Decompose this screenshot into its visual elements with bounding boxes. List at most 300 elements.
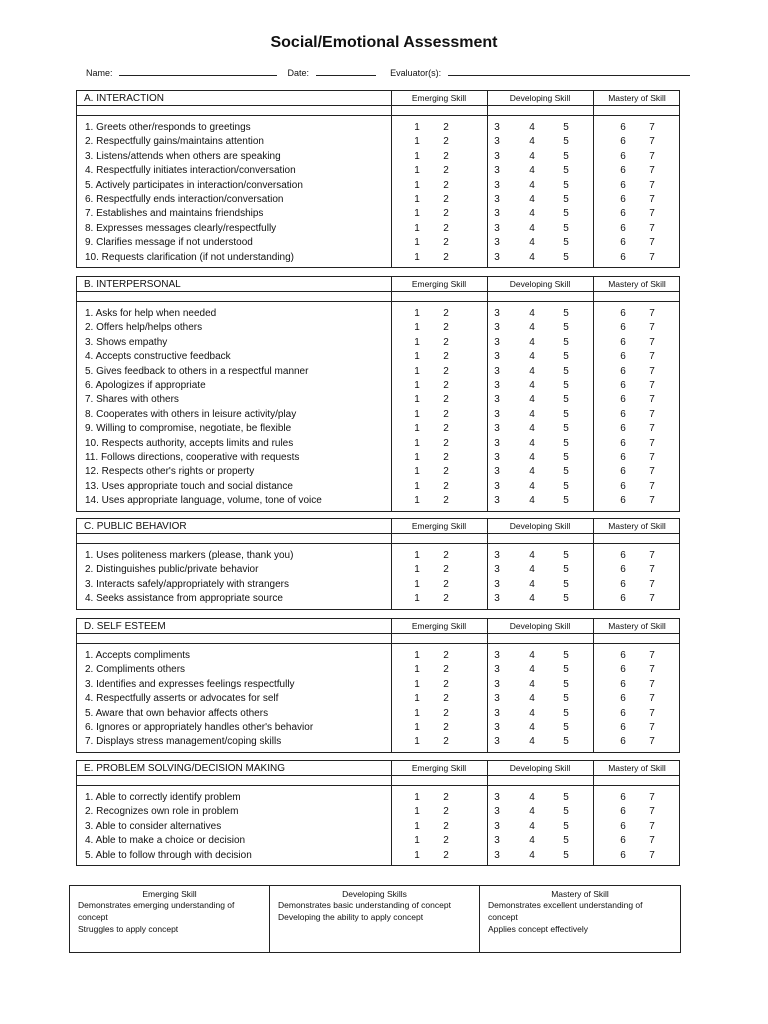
rating-option-7[interactable]: 7 [649, 564, 655, 576]
rating-option-3[interactable]: 3 [494, 179, 500, 191]
rating-option-2[interactable]: 2 [443, 423, 449, 435]
rating-option-6[interactable]: 6 [620, 237, 626, 249]
rating-option-2[interactable]: 2 [443, 721, 449, 733]
rating-option-1[interactable]: 1 [414, 408, 420, 420]
rating-option-6[interactable]: 6 [620, 466, 626, 478]
rating-option-3[interactable]: 3 [494, 721, 500, 733]
rating-option-5[interactable]: 5 [563, 806, 569, 818]
rating-option-1[interactable]: 1 [414, 806, 420, 818]
rating-option-2[interactable]: 2 [443, 792, 449, 803]
rating-option-5[interactable]: 5 [563, 408, 569, 420]
rating-option-2[interactable]: 2 [443, 322, 449, 334]
rating-option-5[interactable]: 5 [563, 564, 569, 576]
rating-option-3[interactable]: 3 [494, 593, 500, 605]
rating-option-4[interactable]: 4 [529, 150, 535, 162]
rating-option-1[interactable]: 1 [414, 820, 420, 832]
rating-option-1[interactable]: 1 [414, 394, 420, 406]
rating-option-6[interactable]: 6 [620, 423, 626, 435]
rating-option-7[interactable]: 7 [649, 408, 655, 420]
rating-option-2[interactable]: 2 [443, 122, 449, 133]
rating-option-1[interactable]: 1 [414, 379, 420, 391]
rating-option-1[interactable]: 1 [414, 466, 420, 478]
rating-option-1[interactable]: 1 [414, 150, 420, 162]
rating-option-6[interactable]: 6 [620, 365, 626, 377]
rating-option-7[interactable]: 7 [649, 820, 655, 832]
rating-option-2[interactable]: 2 [443, 379, 449, 391]
rating-option-3[interactable]: 3 [494, 693, 500, 705]
rating-option-3[interactable]: 3 [494, 351, 500, 363]
rating-option-3[interactable]: 3 [494, 322, 500, 334]
rating-option-4[interactable]: 4 [529, 322, 535, 334]
rating-option-5[interactable]: 5 [563, 792, 569, 803]
rating-option-7[interactable]: 7 [649, 336, 655, 348]
rating-option-7[interactable]: 7 [649, 495, 655, 507]
column-header-mastery: Mastery of Skill [608, 93, 666, 103]
rating-option-5[interactable]: 5 [563, 707, 569, 719]
rating-option-3[interactable]: 3 [494, 849, 500, 861]
skill-row [77, 393, 679, 407]
rating-option-1[interactable]: 1 [414, 564, 420, 576]
rating-option-7[interactable]: 7 [649, 466, 655, 478]
rating-option-7[interactable]: 7 [649, 208, 655, 220]
rating-option-1[interactable]: 1 [414, 136, 420, 148]
rating-option-1[interactable]: 1 [414, 251, 420, 263]
rating-option-3[interactable]: 3 [494, 165, 500, 177]
rating-option-4[interactable]: 4 [529, 136, 535, 148]
rating-option-6[interactable]: 6 [620, 193, 626, 205]
rating-option-5[interactable]: 5 [563, 721, 569, 733]
rating-option-4[interactable]: 4 [529, 336, 535, 348]
rating-option-5[interactable]: 5 [563, 394, 569, 406]
rating-option-2[interactable]: 2 [443, 707, 449, 719]
rating-option-1[interactable]: 1 [414, 237, 420, 249]
skill-row [77, 791, 679, 805]
rating-option-7[interactable]: 7 [649, 437, 655, 449]
rating-option-6[interactable]: 6 [620, 806, 626, 818]
rating-option-5[interactable]: 5 [563, 308, 569, 319]
rating-option-5[interactable]: 5 [563, 379, 569, 391]
rating-option-6[interactable]: 6 [620, 179, 626, 191]
rating-option-2[interactable]: 2 [443, 593, 449, 605]
skill-label: 2. Distinguishes public/private behavior [85, 564, 259, 576]
skill-label: 1. Asks for help when needed [85, 308, 217, 319]
rating-option-7[interactable]: 7 [649, 550, 655, 561]
rating-option-2[interactable]: 2 [443, 165, 449, 177]
rating-option-5[interactable]: 5 [563, 136, 569, 148]
rating-option-5[interactable]: 5 [563, 122, 569, 133]
rating-option-2[interactable]: 2 [443, 466, 449, 478]
skill-label: 8. Expresses messages clearly/respectfully [85, 222, 277, 234]
rating-option-2[interactable]: 2 [443, 136, 449, 148]
rating-option-6[interactable]: 6 [620, 394, 626, 406]
rating-option-5[interactable]: 5 [563, 322, 569, 334]
rating-option-6[interactable]: 6 [620, 208, 626, 220]
rating-option-3[interactable]: 3 [494, 408, 500, 420]
rating-option-6[interactable]: 6 [620, 693, 626, 705]
rating-option-4[interactable]: 4 [529, 593, 535, 605]
rating-option-6[interactable]: 6 [620, 792, 626, 803]
rating-option-4[interactable]: 4 [529, 165, 535, 177]
rating-option-1[interactable]: 1 [414, 480, 420, 492]
rating-option-1[interactable]: 1 [414, 849, 420, 861]
rating-option-4[interactable]: 4 [529, 792, 535, 803]
rating-option-6[interactable]: 6 [620, 721, 626, 733]
rating-option-6[interactable]: 6 [620, 308, 626, 319]
rating-option-2[interactable]: 2 [443, 495, 449, 507]
rating-option-1[interactable]: 1 [414, 550, 420, 561]
rating-option-1[interactable]: 1 [414, 351, 420, 363]
rating-option-5[interactable]: 5 [563, 437, 569, 449]
rating-option-1[interactable]: 1 [414, 593, 420, 605]
rating-option-2[interactable]: 2 [443, 237, 449, 249]
rating-option-3[interactable]: 3 [494, 136, 500, 148]
rating-option-5[interactable]: 5 [563, 451, 569, 463]
rating-option-5[interactable]: 5 [563, 237, 569, 249]
rating-option-6[interactable]: 6 [620, 678, 626, 690]
rating-option-7[interactable]: 7 [649, 693, 655, 705]
rating-option-5[interactable]: 5 [563, 466, 569, 478]
rating-option-3[interactable]: 3 [494, 251, 500, 263]
rating-option-6[interactable]: 6 [620, 165, 626, 177]
rating-option-5[interactable]: 5 [563, 849, 569, 861]
rating-option-1[interactable]: 1 [414, 693, 420, 705]
rating-option-6[interactable]: 6 [620, 707, 626, 719]
rating-option-1[interactable]: 1 [414, 495, 420, 507]
rating-option-3[interactable]: 3 [494, 466, 500, 478]
rating-option-6[interactable]: 6 [620, 322, 626, 334]
rating-option-4[interactable]: 4 [529, 650, 535, 661]
rating-option-2[interactable]: 2 [443, 678, 449, 690]
rating-option-6[interactable]: 6 [620, 664, 626, 676]
rating-option-2[interactable]: 2 [443, 664, 449, 676]
rating-option-6[interactable]: 6 [620, 820, 626, 832]
rating-option-3[interactable]: 3 [494, 480, 500, 492]
rating-option-4[interactable]: 4 [529, 179, 535, 191]
rating-option-4[interactable]: 4 [529, 664, 535, 676]
section-table [76, 90, 680, 268]
rating-option-2[interactable]: 2 [443, 408, 449, 420]
rating-option-7[interactable]: 7 [649, 423, 655, 435]
rating-option-1[interactable]: 1 [414, 336, 420, 348]
evaluator-field[interactable] [448, 66, 690, 76]
rating-option-7[interactable]: 7 [649, 179, 655, 191]
rating-option-4[interactable]: 4 [529, 578, 535, 590]
rating-option-6[interactable]: 6 [620, 480, 626, 492]
rating-option-5[interactable]: 5 [563, 365, 569, 377]
rating-option-7[interactable]: 7 [649, 664, 655, 676]
rating-option-2[interactable]: 2 [443, 193, 449, 205]
rating-option-5[interactable]: 5 [563, 664, 569, 676]
rating-option-2[interactable]: 2 [443, 308, 449, 319]
rating-option-1[interactable]: 1 [414, 721, 420, 733]
date-field[interactable] [316, 66, 376, 76]
rating-option-6[interactable]: 6 [620, 437, 626, 449]
rating-option-7[interactable]: 7 [649, 150, 655, 162]
rating-option-6[interactable]: 6 [620, 578, 626, 590]
rating-option-3[interactable]: 3 [494, 678, 500, 690]
rating-option-2[interactable]: 2 [443, 179, 449, 191]
rating-option-3[interactable]: 3 [494, 336, 500, 348]
rating-option-4[interactable]: 4 [529, 835, 535, 847]
rating-option-2[interactable]: 2 [443, 650, 449, 661]
rating-option-7[interactable]: 7 [649, 578, 655, 590]
rating-option-1[interactable]: 1 [414, 193, 420, 205]
rating-option-5[interactable]: 5 [563, 693, 569, 705]
rating-option-1[interactable]: 1 [414, 222, 420, 234]
rating-option-4[interactable]: 4 [529, 707, 535, 719]
rating-option-5[interactable]: 5 [563, 550, 569, 561]
rating-option-3[interactable]: 3 [494, 650, 500, 661]
rating-option-3[interactable]: 3 [494, 122, 500, 133]
skill-row [77, 164, 679, 178]
rating-option-3[interactable]: 3 [494, 437, 500, 449]
rating-option-5[interactable]: 5 [563, 336, 569, 348]
rating-option-5[interactable]: 5 [563, 193, 569, 205]
rating-option-5[interactable]: 5 [563, 736, 569, 748]
rating-option-4[interactable]: 4 [529, 379, 535, 391]
rating-option-6[interactable]: 6 [620, 593, 626, 605]
rating-option-3[interactable]: 3 [494, 237, 500, 249]
rating-option-7[interactable]: 7 [649, 736, 655, 748]
rating-option-6[interactable]: 6 [620, 150, 626, 162]
rating-option-2[interactable]: 2 [443, 835, 449, 847]
rating-option-6[interactable]: 6 [620, 451, 626, 463]
rating-option-3[interactable]: 3 [494, 394, 500, 406]
rating-option-4[interactable]: 4 [529, 437, 535, 449]
rating-option-7[interactable]: 7 [649, 365, 655, 377]
rating-option-4[interactable]: 4 [529, 466, 535, 478]
rating-option-2[interactable]: 2 [443, 150, 449, 162]
rating-option-7[interactable]: 7 [649, 849, 655, 861]
rating-option-5[interactable]: 5 [563, 820, 569, 832]
rating-option-6[interactable]: 6 [620, 251, 626, 263]
rating-option-1[interactable]: 1 [414, 736, 420, 748]
rating-option-4[interactable]: 4 [529, 721, 535, 733]
rating-option-5[interactable]: 5 [563, 678, 569, 690]
rating-option-7[interactable]: 7 [649, 379, 655, 391]
rating-option-4[interactable]: 4 [529, 351, 535, 363]
rating-option-7[interactable]: 7 [649, 308, 655, 319]
rating-option-2[interactable]: 2 [443, 394, 449, 406]
rating-option-4[interactable]: 4 [529, 849, 535, 861]
rating-option-6[interactable]: 6 [620, 222, 626, 234]
rating-option-1[interactable]: 1 [414, 322, 420, 334]
rating-option-3[interactable]: 3 [494, 150, 500, 162]
rating-option-6[interactable]: 6 [620, 550, 626, 561]
rating-option-3[interactable]: 3 [494, 835, 500, 847]
rating-option-4[interactable]: 4 [529, 208, 535, 220]
rating-option-6[interactable]: 6 [620, 136, 626, 148]
rating-option-4[interactable]: 4 [529, 122, 535, 133]
rating-option-4[interactable]: 4 [529, 251, 535, 263]
skill-row [77, 179, 679, 193]
rating-option-7[interactable]: 7 [649, 792, 655, 803]
rating-option-5[interactable]: 5 [563, 593, 569, 605]
rating-option-3[interactable]: 3 [494, 208, 500, 220]
rating-option-1[interactable]: 1 [414, 179, 420, 191]
rating-option-7[interactable]: 7 [649, 835, 655, 847]
rating-option-6[interactable]: 6 [620, 835, 626, 847]
rating-option-5[interactable]: 5 [563, 495, 569, 507]
rating-option-5[interactable]: 5 [563, 480, 569, 492]
section-title: E. PROBLEM SOLVING/DECISION MAKING [84, 763, 285, 774]
rating-option-5[interactable]: 5 [563, 179, 569, 191]
rating-option-5[interactable]: 5 [563, 222, 569, 234]
column-header-mastery: Mastery of Skill [608, 279, 666, 289]
rating-option-3[interactable]: 3 [494, 308, 500, 319]
rating-option-1[interactable]: 1 [414, 122, 420, 133]
name-field[interactable] [119, 66, 277, 76]
rating-option-3[interactable]: 3 [494, 806, 500, 818]
rating-option-2[interactable]: 2 [443, 820, 449, 832]
rating-option-2[interactable]: 2 [443, 351, 449, 363]
rating-option-3[interactable]: 3 [494, 736, 500, 748]
rating-option-5[interactable]: 5 [563, 423, 569, 435]
rating-option-4[interactable]: 4 [529, 736, 535, 748]
rating-option-2[interactable]: 2 [443, 693, 449, 705]
rating-option-1[interactable]: 1 [414, 678, 420, 690]
rating-option-4[interactable]: 4 [529, 193, 535, 205]
rating-option-4[interactable]: 4 [529, 394, 535, 406]
rating-option-1[interactable]: 1 [414, 165, 420, 177]
rating-option-2[interactable]: 2 [443, 480, 449, 492]
rating-option-6[interactable]: 6 [620, 351, 626, 363]
rating-option-4[interactable]: 4 [529, 222, 535, 234]
rating-option-3[interactable]: 3 [494, 423, 500, 435]
rating-option-2[interactable]: 2 [443, 365, 449, 377]
rating-option-6[interactable]: 6 [620, 336, 626, 348]
rating-option-3[interactable]: 3 [494, 550, 500, 561]
rating-option-7[interactable]: 7 [649, 678, 655, 690]
rating-option-2[interactable]: 2 [443, 806, 449, 818]
rating-option-4[interactable]: 4 [529, 806, 535, 818]
rating-option-5[interactable]: 5 [563, 351, 569, 363]
rating-option-2[interactable]: 2 [443, 222, 449, 234]
rating-option-1[interactable]: 1 [414, 707, 420, 719]
rating-option-4[interactable]: 4 [529, 550, 535, 561]
section-spacer-row [77, 534, 679, 544]
rating-option-2[interactable]: 2 [443, 564, 449, 576]
rating-option-4[interactable]: 4 [529, 423, 535, 435]
rating-option-4[interactable]: 4 [529, 365, 535, 377]
rating-option-6[interactable]: 6 [620, 650, 626, 661]
skill-row [77, 692, 679, 706]
rating-option-1[interactable]: 1 [414, 835, 420, 847]
rating-option-3[interactable]: 3 [494, 707, 500, 719]
rating-option-6[interactable]: 6 [620, 849, 626, 861]
rating-option-3[interactable]: 3 [494, 451, 500, 463]
rating-option-1[interactable]: 1 [414, 650, 420, 661]
rating-option-7[interactable]: 7 [649, 237, 655, 249]
rating-option-6[interactable]: 6 [620, 122, 626, 133]
rating-option-2[interactable]: 2 [443, 736, 449, 748]
rating-option-7[interactable]: 7 [649, 451, 655, 463]
rating-option-2[interactable]: 2 [443, 251, 449, 263]
rating-option-5[interactable]: 5 [563, 165, 569, 177]
rating-option-3[interactable]: 3 [494, 792, 500, 803]
rating-option-4[interactable]: 4 [529, 678, 535, 690]
rating-option-2[interactable]: 2 [443, 208, 449, 220]
rating-option-7[interactable]: 7 [649, 721, 655, 733]
rating-option-1[interactable]: 1 [414, 792, 420, 803]
rating-option-2[interactable]: 2 [443, 336, 449, 348]
rating-option-7[interactable]: 7 [649, 136, 655, 148]
rating-option-7[interactable]: 7 [649, 322, 655, 334]
rating-option-4[interactable]: 4 [529, 693, 535, 705]
legend-line: concept [78, 912, 108, 922]
rating-option-7[interactable]: 7 [649, 351, 655, 363]
rating-option-5[interactable]: 5 [563, 650, 569, 661]
section-items [77, 791, 679, 863]
rating-option-4[interactable]: 4 [529, 495, 535, 507]
rating-option-6[interactable]: 6 [620, 379, 626, 391]
rating-option-6[interactable]: 6 [620, 736, 626, 748]
rating-option-4[interactable]: 4 [529, 308, 535, 319]
rating-option-1[interactable]: 1 [414, 308, 420, 319]
rating-option-7[interactable]: 7 [649, 251, 655, 263]
rating-option-7[interactable]: 7 [649, 806, 655, 818]
rating-option-7[interactable]: 7 [649, 480, 655, 492]
rating-option-5[interactable]: 5 [563, 578, 569, 590]
rating-option-3[interactable]: 3 [494, 379, 500, 391]
skill-row [77, 379, 679, 393]
rating-option-3[interactable]: 3 [494, 578, 500, 590]
rating-option-7[interactable]: 7 [649, 650, 655, 661]
rating-option-7[interactable]: 7 [649, 394, 655, 406]
rating-option-6[interactable]: 6 [620, 408, 626, 420]
rating-option-3[interactable]: 3 [494, 820, 500, 832]
rating-option-1[interactable]: 1 [414, 423, 420, 435]
rating-option-7[interactable]: 7 [649, 593, 655, 605]
rating-option-1[interactable]: 1 [414, 208, 420, 220]
rating-option-3[interactable]: 3 [494, 495, 500, 507]
rating-option-7[interactable]: 7 [649, 707, 655, 719]
rating-option-3[interactable]: 3 [494, 365, 500, 377]
rating-option-7[interactable]: 7 [649, 165, 655, 177]
rating-option-2[interactable]: 2 [443, 437, 449, 449]
rating-option-7[interactable]: 7 [649, 122, 655, 133]
rating-option-6[interactable]: 6 [620, 495, 626, 507]
rating-option-5[interactable]: 5 [563, 835, 569, 847]
rating-option-7[interactable]: 7 [649, 222, 655, 234]
rating-option-4[interactable]: 4 [529, 564, 535, 576]
rating-option-5[interactable]: 5 [563, 208, 569, 220]
rating-option-3[interactable]: 3 [494, 664, 500, 676]
rating-option-1[interactable]: 1 [414, 365, 420, 377]
rating-option-4[interactable]: 4 [529, 820, 535, 832]
rating-option-1[interactable]: 1 [414, 451, 420, 463]
rating-option-3[interactable]: 3 [494, 564, 500, 576]
rating-option-1[interactable]: 1 [414, 664, 420, 676]
rating-option-6[interactable]: 6 [620, 564, 626, 576]
rating-option-2[interactable]: 2 [443, 849, 449, 861]
rating-option-5[interactable]: 5 [563, 150, 569, 162]
rating-option-2[interactable]: 2 [443, 550, 449, 561]
rating-option-4[interactable]: 4 [529, 237, 535, 249]
skill-label: 3. Interacts safely/appropriately with strangers [85, 578, 289, 590]
rating-option-5[interactable]: 5 [563, 251, 569, 263]
rating-option-1[interactable]: 1 [414, 578, 420, 590]
rating-option-4[interactable]: 4 [529, 451, 535, 463]
rating-option-3[interactable]: 3 [494, 222, 500, 234]
rating-option-4[interactable]: 4 [529, 408, 535, 420]
rating-option-1[interactable]: 1 [414, 437, 420, 449]
rating-option-3[interactable]: 3 [494, 193, 500, 205]
rating-option-7[interactable]: 7 [649, 193, 655, 205]
rating-option-4[interactable]: 4 [529, 480, 535, 492]
rating-option-2[interactable]: 2 [443, 578, 449, 590]
rating-option-2[interactable]: 2 [443, 451, 449, 463]
